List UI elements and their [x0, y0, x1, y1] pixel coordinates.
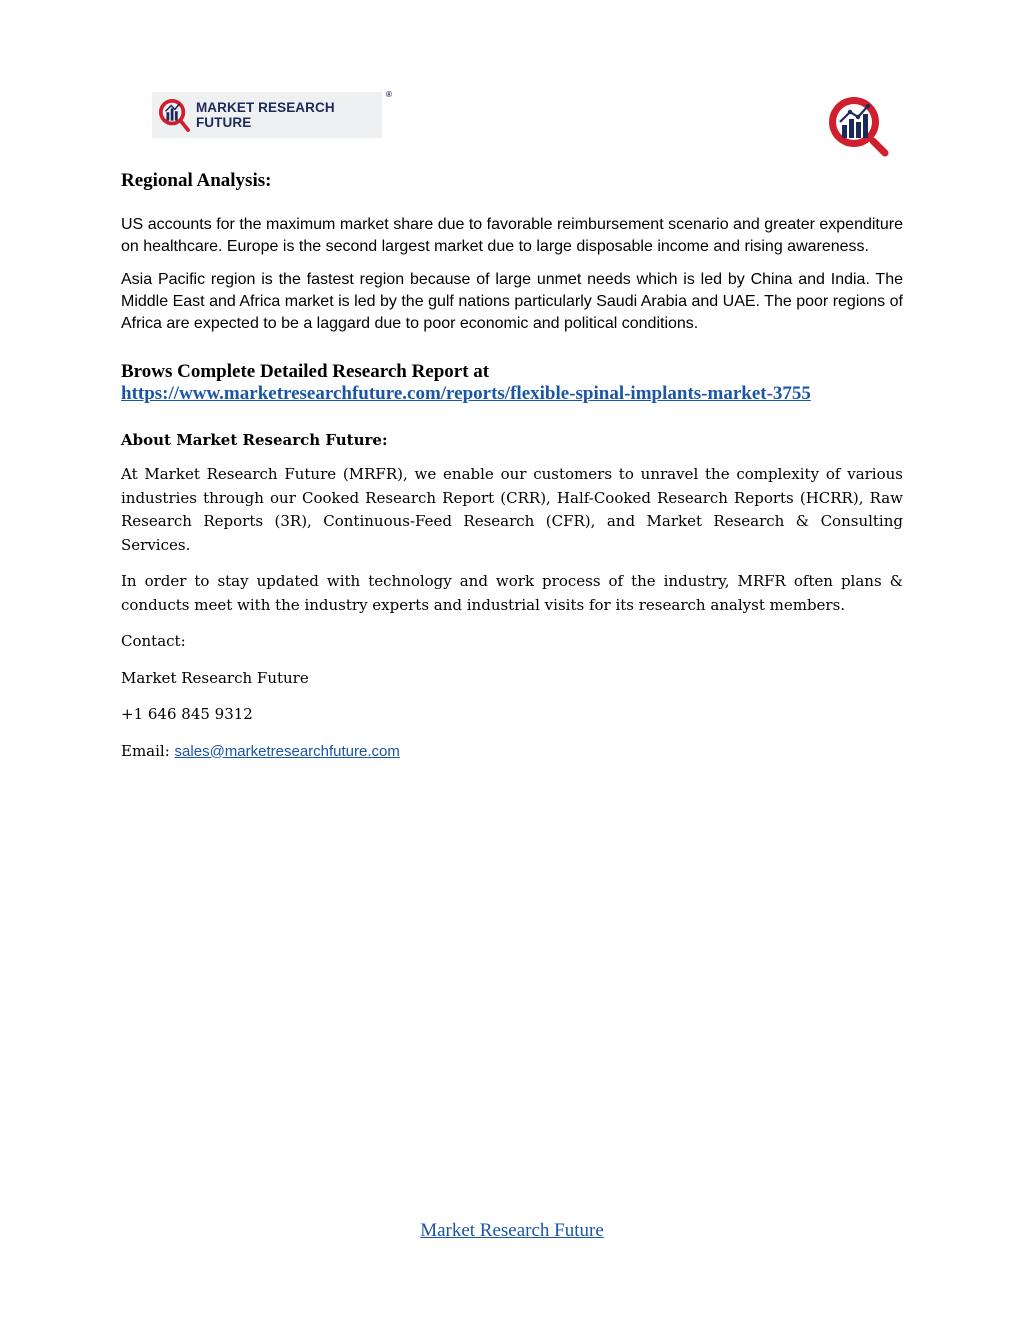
contact-email-line: [121, 740, 903, 764]
contact-company: Market Research Future: [121, 668, 309, 687]
email-label: Email:: [121, 741, 175, 760]
report-heading: Brows Complete Detailed Research Report at: [121, 361, 490, 382]
about-paragraph-1: At Market Research Future (MRFR), we enable our customers to unravel the complexity of various industries through our Cooked Research Report (CRR), Half-Cooked Research Reports (HCRR), Raw Research Reports (3R), Continuous-Feed Research (CFR), and Market Research & Consulting Services.: [121, 465, 903, 554]
footer: [0, 1220, 1024, 1242]
regional-analysis-heading: Regional Analysis:: [121, 170, 272, 191]
email-link[interactable]: sales@marketresearchfuture.com: [174, 742, 400, 760]
contact-phone: +1 646 845 9312: [121, 705, 253, 723]
document-body: [121, 170, 903, 763]
regional-paragraph-1: US accounts for the maximum market share due to favorable reimbursement scenario and greater expenditure on healthcare. Europe is the second largest market due to large disposable income and rising awareness.: [121, 216, 903, 255]
magnifier-chart-icon: [158, 97, 190, 133]
logo-icon: [824, 92, 890, 158]
about-heading: About Market Research Future:: [121, 431, 388, 449]
regional-paragraph-2: Asia Pacific region is the fastest region because of large unmet needs which is led by China and India. The Middle East and Africa market is led by the gulf nations particularly Saudi Arabia and UAE. The poor regions of Africa are expected to be a laggard due to poor economic and political conditions.: [121, 271, 903, 332]
magnifier-chart-icon: [824, 92, 890, 158]
contact-label: Contact:: [121, 632, 186, 650]
footer-link[interactable]: Market Research Future: [420, 1220, 604, 1241]
report-url-link[interactable]: https://www.marketresearchfuture.com/reports/flexible-spinal-implants-market-3755: [121, 383, 811, 404]
logo-wordmark: MARKET RESEARCH FUTURE ®: [195, 90, 392, 130]
about-paragraph-2: In order to stay updated with technology and work process of the industry, MRFR often plans & conducts meet with the industry experts and industrial visits for its research analyst members.: [121, 572, 903, 614]
company-logo: [152, 90, 392, 138]
